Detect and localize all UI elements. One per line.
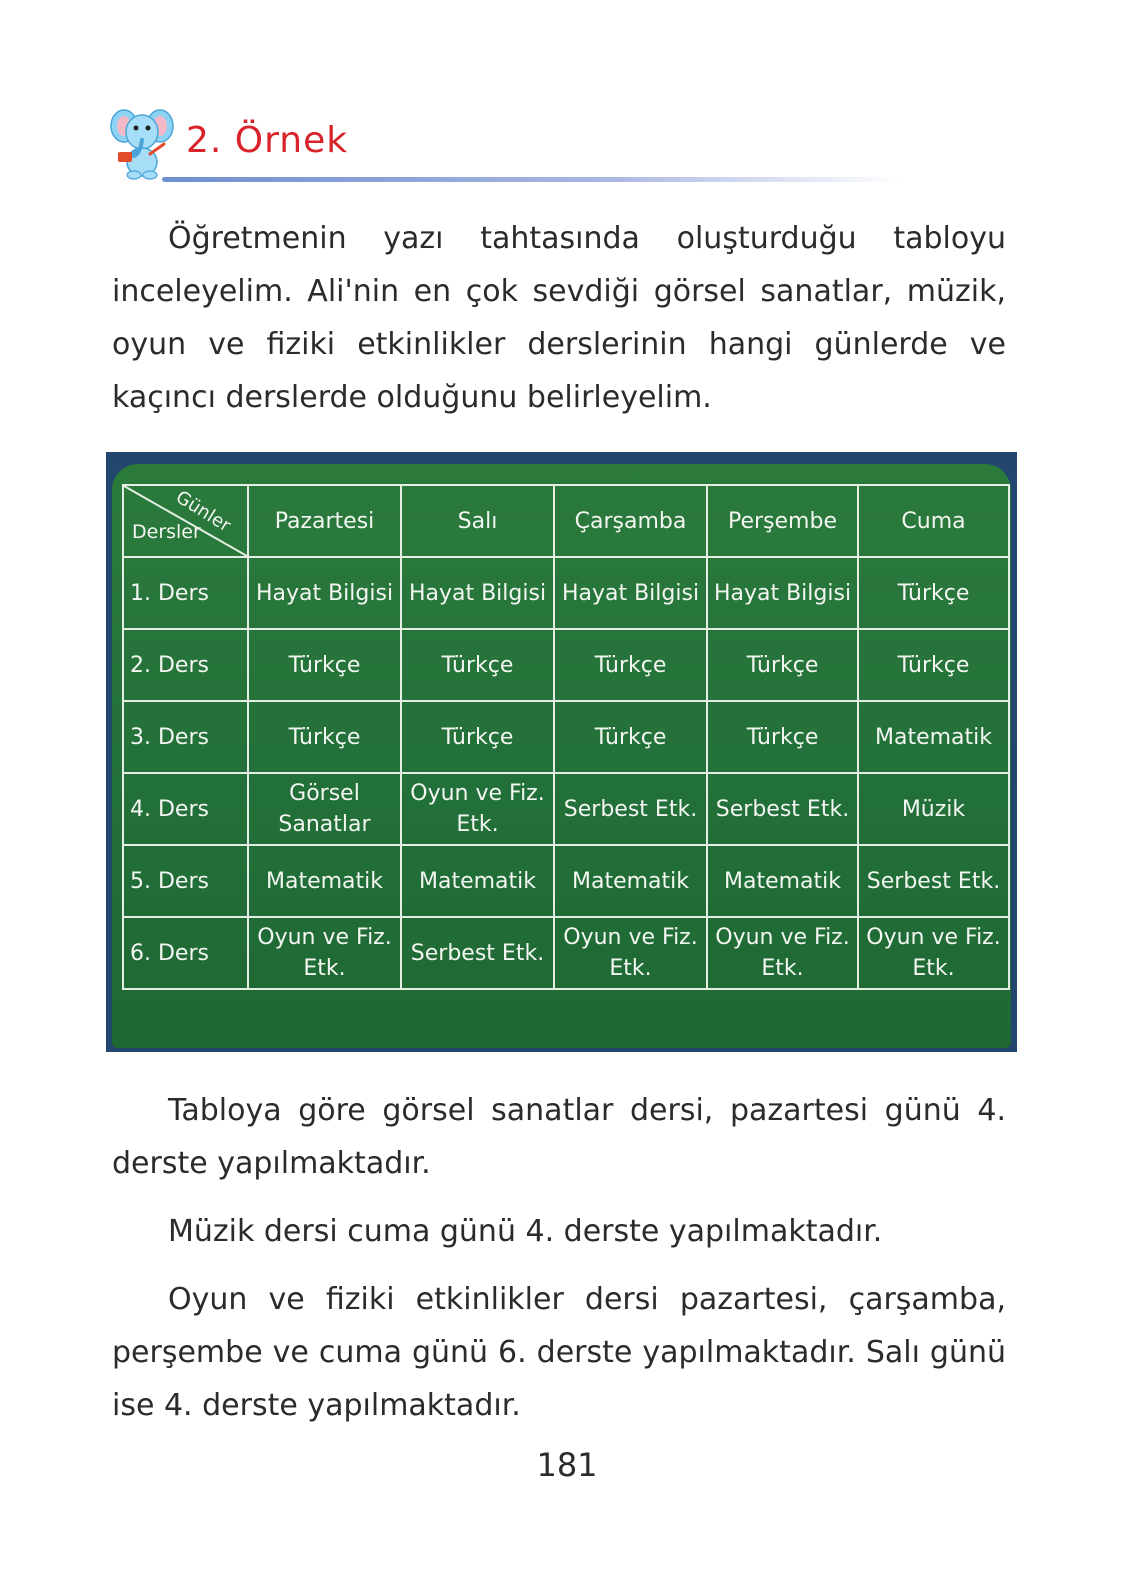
day-header: Pazartesi xyxy=(248,485,401,557)
lesson-label: 2. Ders xyxy=(123,629,248,701)
table-cell: Türkçe xyxy=(401,701,554,773)
table-row xyxy=(123,629,1009,701)
elephant-mascot-icon xyxy=(110,104,174,180)
table-cell: Oyun ve Fiz. Etk. xyxy=(401,773,554,845)
table-cell: Hayat Bilgisi xyxy=(248,557,401,629)
table-cell: Matematik xyxy=(248,845,401,917)
conclusion-games: Oyun ve fiziki etkinlikler dersi pazartesi, çarşamba, perşembe ve cuma günü 6. derste yapılmaktadır. Salı günü ise 4. derste yapılmaktadır. xyxy=(112,1282,1006,1423)
table-cell: Türkçe xyxy=(707,629,858,701)
day-header: Cuma xyxy=(858,485,1009,557)
table-cell: Oyun ve Fiz. Etk. xyxy=(707,917,858,989)
day-header: Çarşamba xyxy=(554,485,707,557)
table-cell: Türkçe xyxy=(707,701,858,773)
table-cell: Türkçe xyxy=(554,629,707,701)
table-cell: Türkçe xyxy=(401,629,554,701)
table-cell: Hayat Bilgisi xyxy=(554,557,707,629)
conclusion-visual-arts: Tabloya göre görsel sanatlar dersi, pazartesi günü 4. derste yapılmaktadır. xyxy=(112,1093,1006,1181)
page-number: 181 xyxy=(536,1446,598,1484)
chalkboard xyxy=(106,452,1017,1052)
header-underline xyxy=(162,177,902,182)
table-row xyxy=(123,557,1009,629)
conclusion-music: Müzik dersi cuma günü 4. derste yapılmaktadır. xyxy=(168,1214,883,1249)
table-cell: Türkçe xyxy=(248,629,401,701)
lesson-label: 4. Ders xyxy=(123,773,248,845)
table-cell: Türkçe xyxy=(858,629,1009,701)
lesson-label: 5. Ders xyxy=(123,845,248,917)
corner-days-label: Günler xyxy=(171,486,234,537)
table-cell: Matematik xyxy=(858,701,1009,773)
example-header xyxy=(110,104,900,184)
table-corner xyxy=(123,485,248,557)
day-header: Salı xyxy=(401,485,554,557)
table-cell: Oyun ve Fiz. Etk. xyxy=(554,917,707,989)
table-row xyxy=(123,701,1009,773)
table-header-row xyxy=(123,485,1009,557)
table-cell: Serbest Etk. xyxy=(401,917,554,989)
table-cell: Türkçe xyxy=(858,557,1009,629)
lesson-label: 6. Ders xyxy=(123,917,248,989)
table-cell: Serbest Etk. xyxy=(707,773,858,845)
table-row xyxy=(123,845,1009,917)
table-cell: Serbest Etk. xyxy=(554,773,707,845)
table-cell: Hayat Bilgisi xyxy=(401,557,554,629)
table-cell: Görsel Sanatlar xyxy=(248,773,401,845)
day-header: Perşembe xyxy=(707,485,858,557)
table-row xyxy=(123,917,1009,989)
table-cell: Matematik xyxy=(401,845,554,917)
intro-paragraph: Öğretmenin yazı tahtasında oluşturduğu tabloyu inceleyelim. Ali'nin en çok sevdiği görsel sanatlar, müzik, oyun ve fiziki etkinlikler derslerinin hangi günlerde ve kaçıncı derslerde olduğunu belirleyelim. xyxy=(112,221,1006,415)
table-cell: Serbest Etk. xyxy=(858,845,1009,917)
example-title: 2. Örnek xyxy=(186,120,349,161)
table-cell: Matematik xyxy=(554,845,707,917)
table-cell: Oyun ve Fiz. Etk. xyxy=(248,917,401,989)
table-cell: Oyun ve Fiz. Etk. xyxy=(858,917,1009,989)
lesson-label: 3. Ders xyxy=(123,701,248,773)
table-row xyxy=(123,773,1009,845)
schedule-table xyxy=(122,484,1010,990)
corner-lessons-label: Dersler xyxy=(132,521,201,543)
table-cell: Hayat Bilgisi xyxy=(707,557,858,629)
table-cell: Matematik xyxy=(707,845,858,917)
table-cell: Türkçe xyxy=(248,701,401,773)
lesson-label: 1. Ders xyxy=(123,557,248,629)
table-cell: Türkçe xyxy=(554,701,707,773)
table-cell: Müzik xyxy=(858,773,1009,845)
